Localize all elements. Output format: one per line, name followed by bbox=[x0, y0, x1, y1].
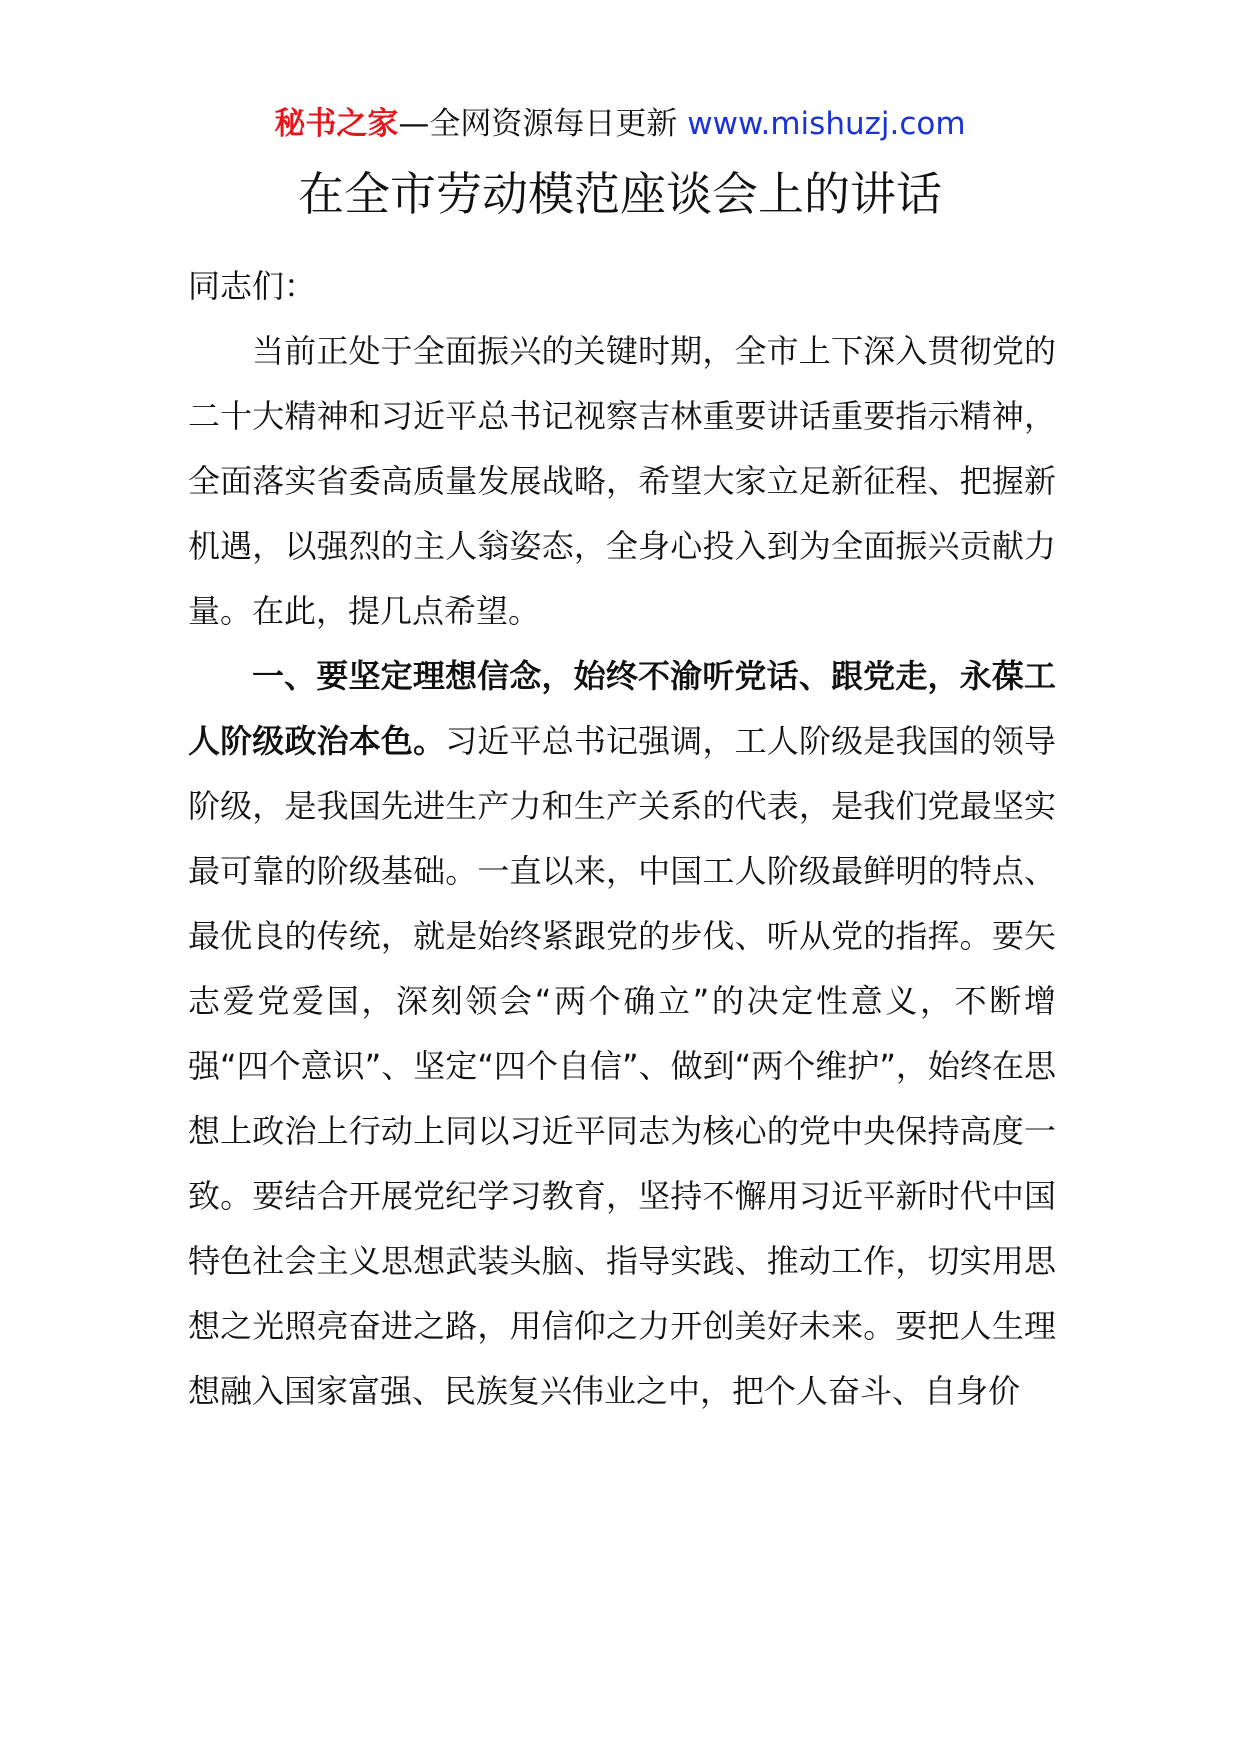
section-1-body: 习近平总书记强调，工人阶级是我国的领导阶级，是我国先进生产力和生产关系的代表，是我们党最坚实最可靠的阶级基础。一直以来，中国工人阶级最鲜明的特点、最优良的传统，就是始终紧跟党的步伐、听从党的指挥。要矢志爱党爱国，深刻领会“两个确立”的决定性意义，不断增强“四个意识”、坚定“四个自信”、做到“两个维护”，始终在思想上政治上行动上同以习近平同志为核心的党中央保持高度一致。要结合开展党纪学习教育，坚持不懈用习近平新时代中国特色社会主义思想武装头脑、指导实践、推动工作，切实用思想之光照亮奋进之路，用信仰之力开创美好未来。要把人生理想融入国家富强、民族复兴伟业之中，把个人奋斗、自身价 bbox=[188, 722, 1056, 1410]
site-url: www.mishuzj.com bbox=[687, 106, 966, 142]
site-tagline: —全网资源每日更新 bbox=[398, 106, 678, 142]
site-banner bbox=[0, 100, 1240, 148]
section-1-heading: 一、要坚定理想信念，始终不渝听党话、跟党走，永葆工人阶级政治本色。 bbox=[188, 657, 1056, 760]
document-title: 在全市劳动模范座谈会上的讲话 bbox=[298, 167, 942, 221]
site-brand: 秘书之家 bbox=[274, 106, 399, 142]
intro-paragraph: 当前正处于全面振兴的关键时期，全市上下深入贯彻党的二十大精神和习近平总书记视察吉林重要讲话重要指示精神，全面落实省委高质量发展战略，希望大家立足新征程、把握新机遇，以强烈的主人翁姿态，全身心投入到为全面振兴贡献力量。在此，提几点希望。 bbox=[188, 332, 1056, 630]
section-1-paragraph bbox=[188, 644, 1056, 1424]
salutation: 同志们： bbox=[188, 267, 317, 305]
document-body bbox=[188, 254, 1056, 1424]
